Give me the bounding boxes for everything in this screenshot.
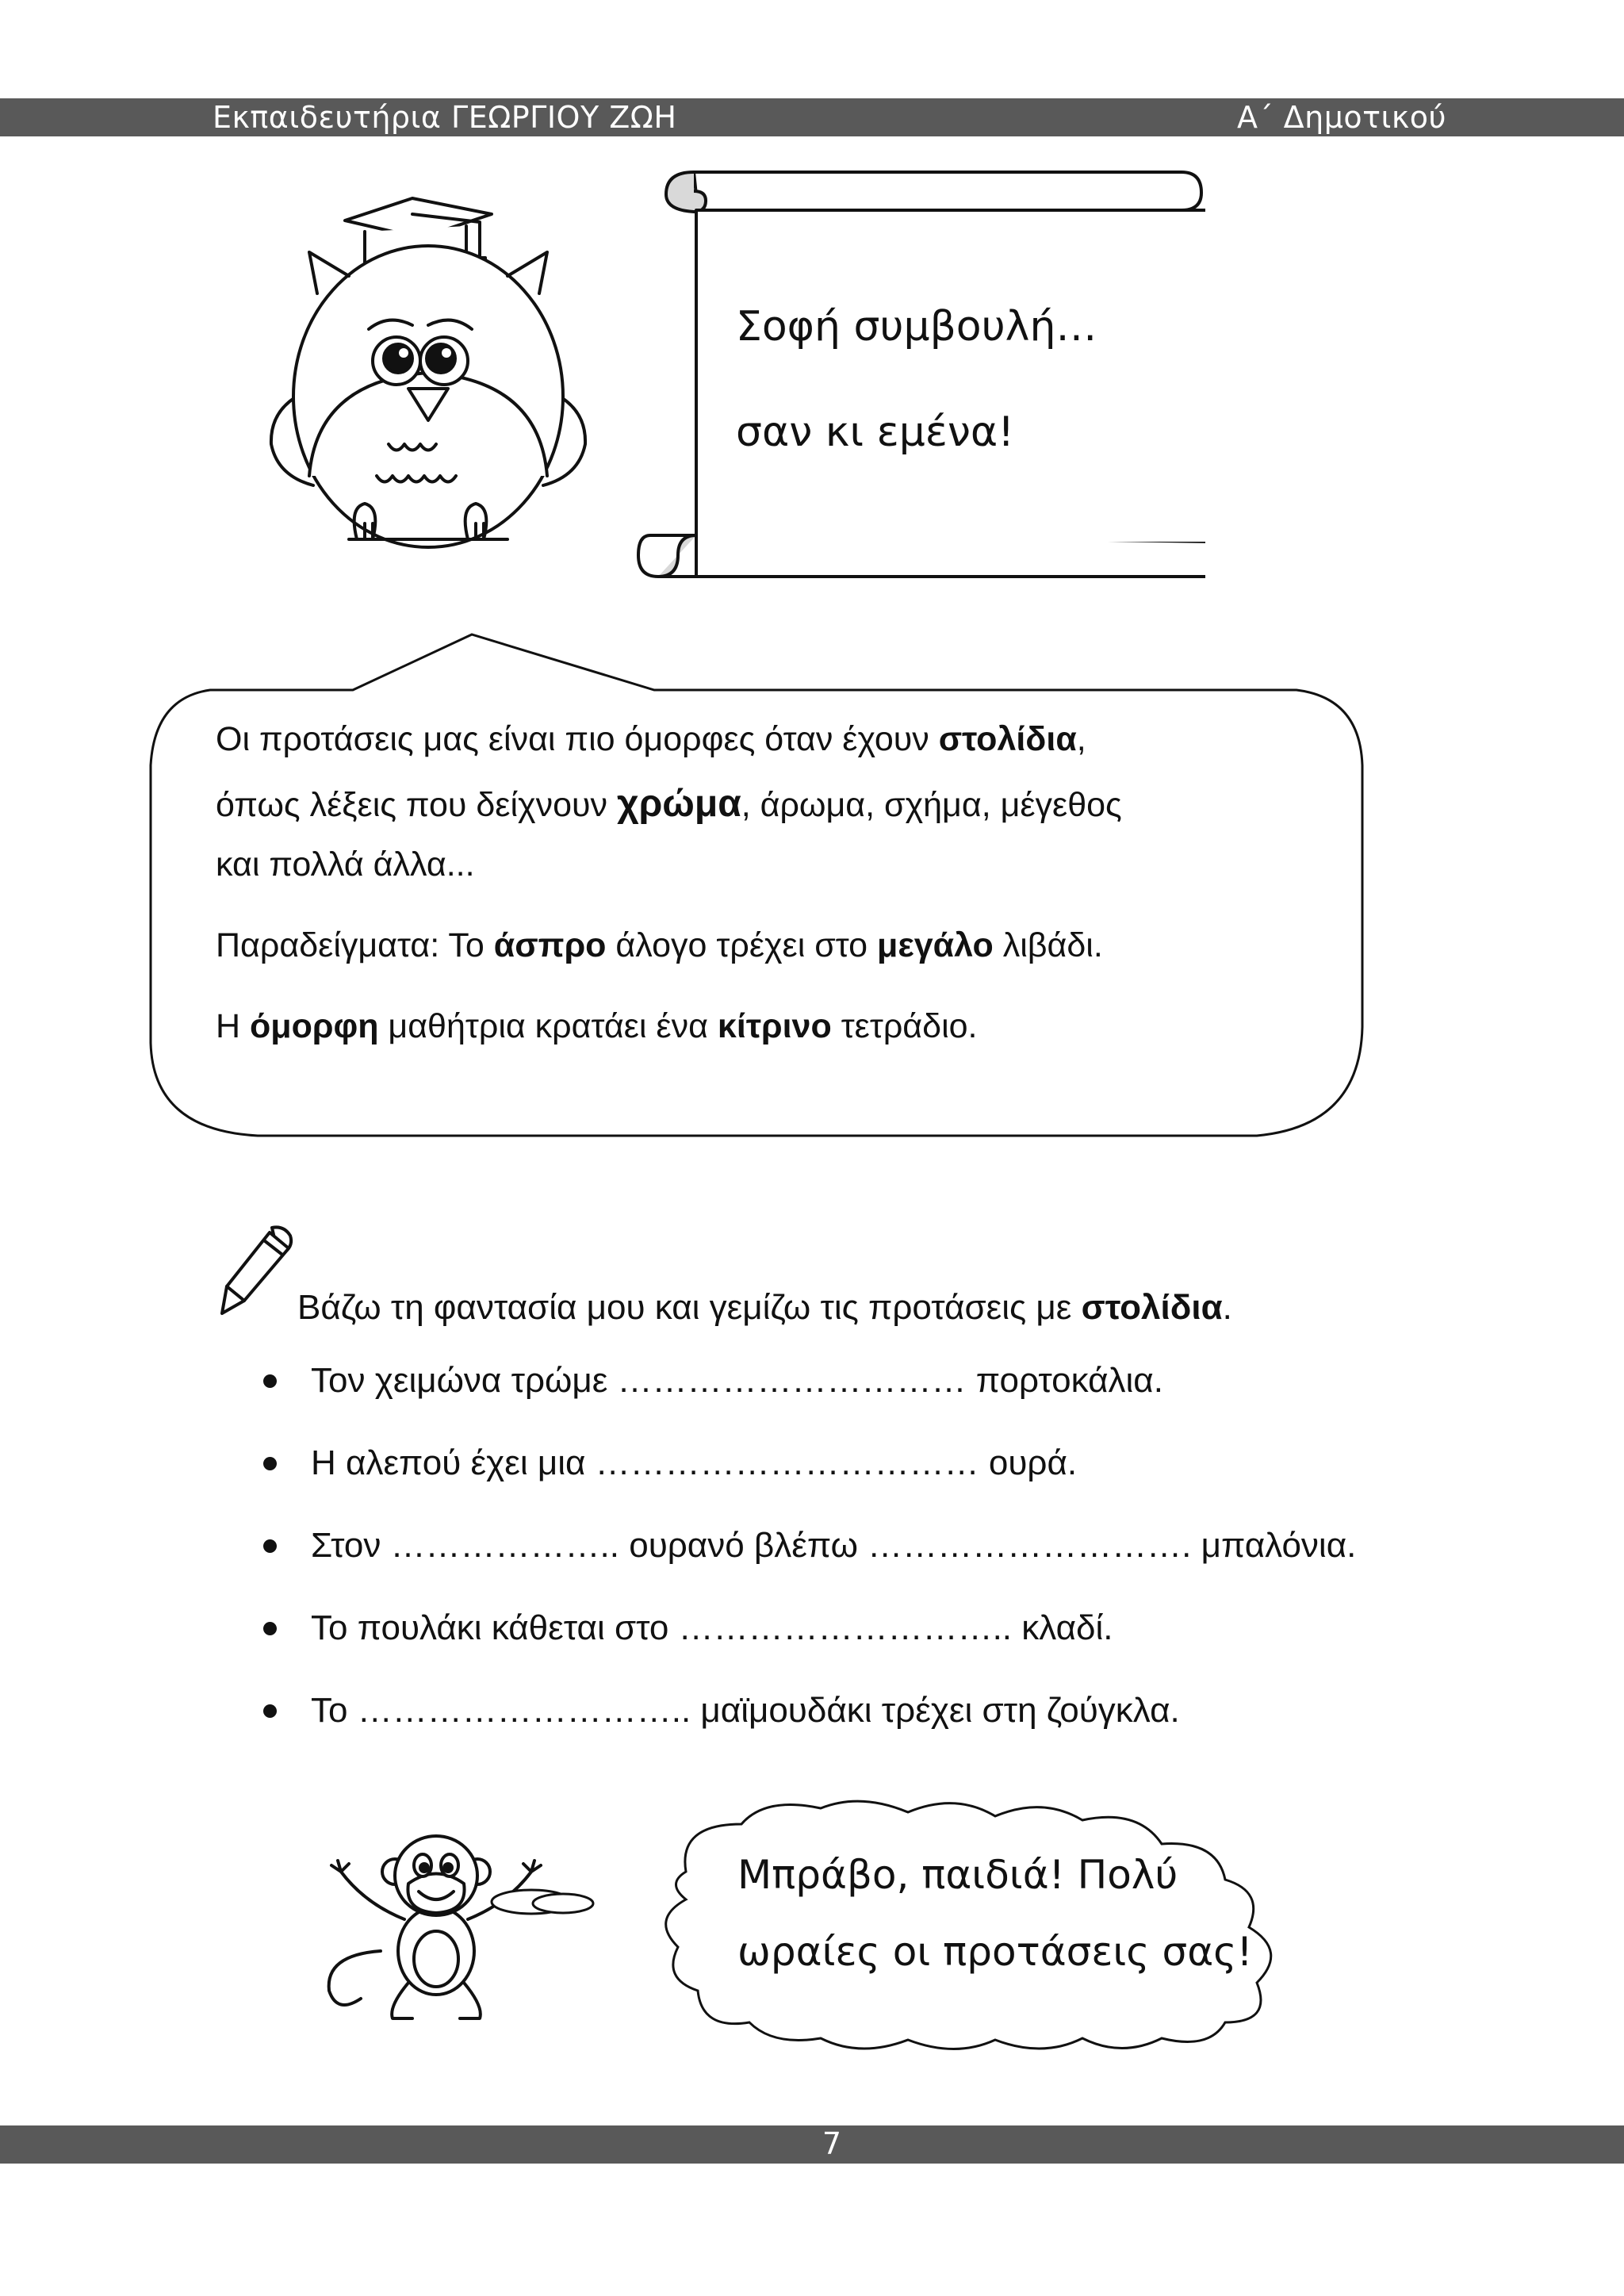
exercise-instruction: Βάζω τη φαντασία μου και γεμίζω τις προτάσεις με στολίδια. (297, 1288, 1232, 1327)
page-number: 7 (822, 2126, 842, 2161)
bullet (263, 1539, 277, 1553)
scroll-frame (634, 163, 1205, 591)
exercise-item-4[interactable]: Το πουλάκι κάθεται στο ……………………….. κλαδί. (262, 1608, 1356, 1690)
cloud-bubble (488, 1792, 1419, 2054)
footer-bar (0, 2125, 1624, 2164)
cloud-line-2: ωραίες οι προτάσεις σας! (737, 1929, 1253, 1975)
advice-example-2: Η όμορφη μαθήτρια κρατάει ένα κίτρινο τετράδιο. (216, 1007, 978, 1046)
exercise-list (262, 1360, 1356, 1773)
advice-example-1: Παραδείγματα: Το άσπρο άλογο τρέχει στο μεγάλο λιβάδι. (216, 926, 1103, 965)
scroll-line-2: σαν κι εμένα! (736, 408, 1015, 456)
advice-line-1: Οι προτάσεις μας είναι πιο όμορφες όταν έχουν στολίδια, (216, 720, 1086, 758)
bullet (263, 1622, 277, 1635)
exercise-item-5[interactable]: Το ……………………….. μαϊμουδάκι τρέχει στη ζούγκλα. (262, 1690, 1356, 1773)
bullet (263, 1374, 277, 1388)
cloud-line-1: Μπράβο, παιδιά! Πολύ (737, 1852, 1178, 1898)
advice-line-3: και πολλά άλλα... (216, 845, 475, 884)
pencil-icon (220, 1221, 300, 1317)
header-bar (0, 98, 1624, 136)
exercise-item-3[interactable]: Στον ……………….. ουρανό βλέπω ………………………. μπαλόνια. (262, 1525, 1356, 1608)
bullet (263, 1704, 277, 1718)
advice-text (216, 718, 1326, 1049)
bullet (263, 1457, 277, 1470)
scroll-line-1: Σοφή συμβουλή… (736, 303, 1097, 351)
grade-label: Α΄ Δημοτικού (1237, 100, 1446, 135)
exercise-item-1[interactable]: Τον χειμώνα τρώμε ………………………… πορτοκάλια. (262, 1360, 1356, 1443)
exercise-item-2[interactable]: Η αλεπού έχει μια …………………………… ουρά. (262, 1443, 1356, 1525)
advice-line-2: όπως λέξεις που δείχνουν χρώμα, άρωμα, σχήμα, μέγεθος (216, 782, 1122, 825)
school-name: Εκπαιδευτήρια ΓΕΩΡΓΙΟΥ ΖΩΗ (213, 100, 677, 135)
owl-illustration (254, 190, 603, 555)
